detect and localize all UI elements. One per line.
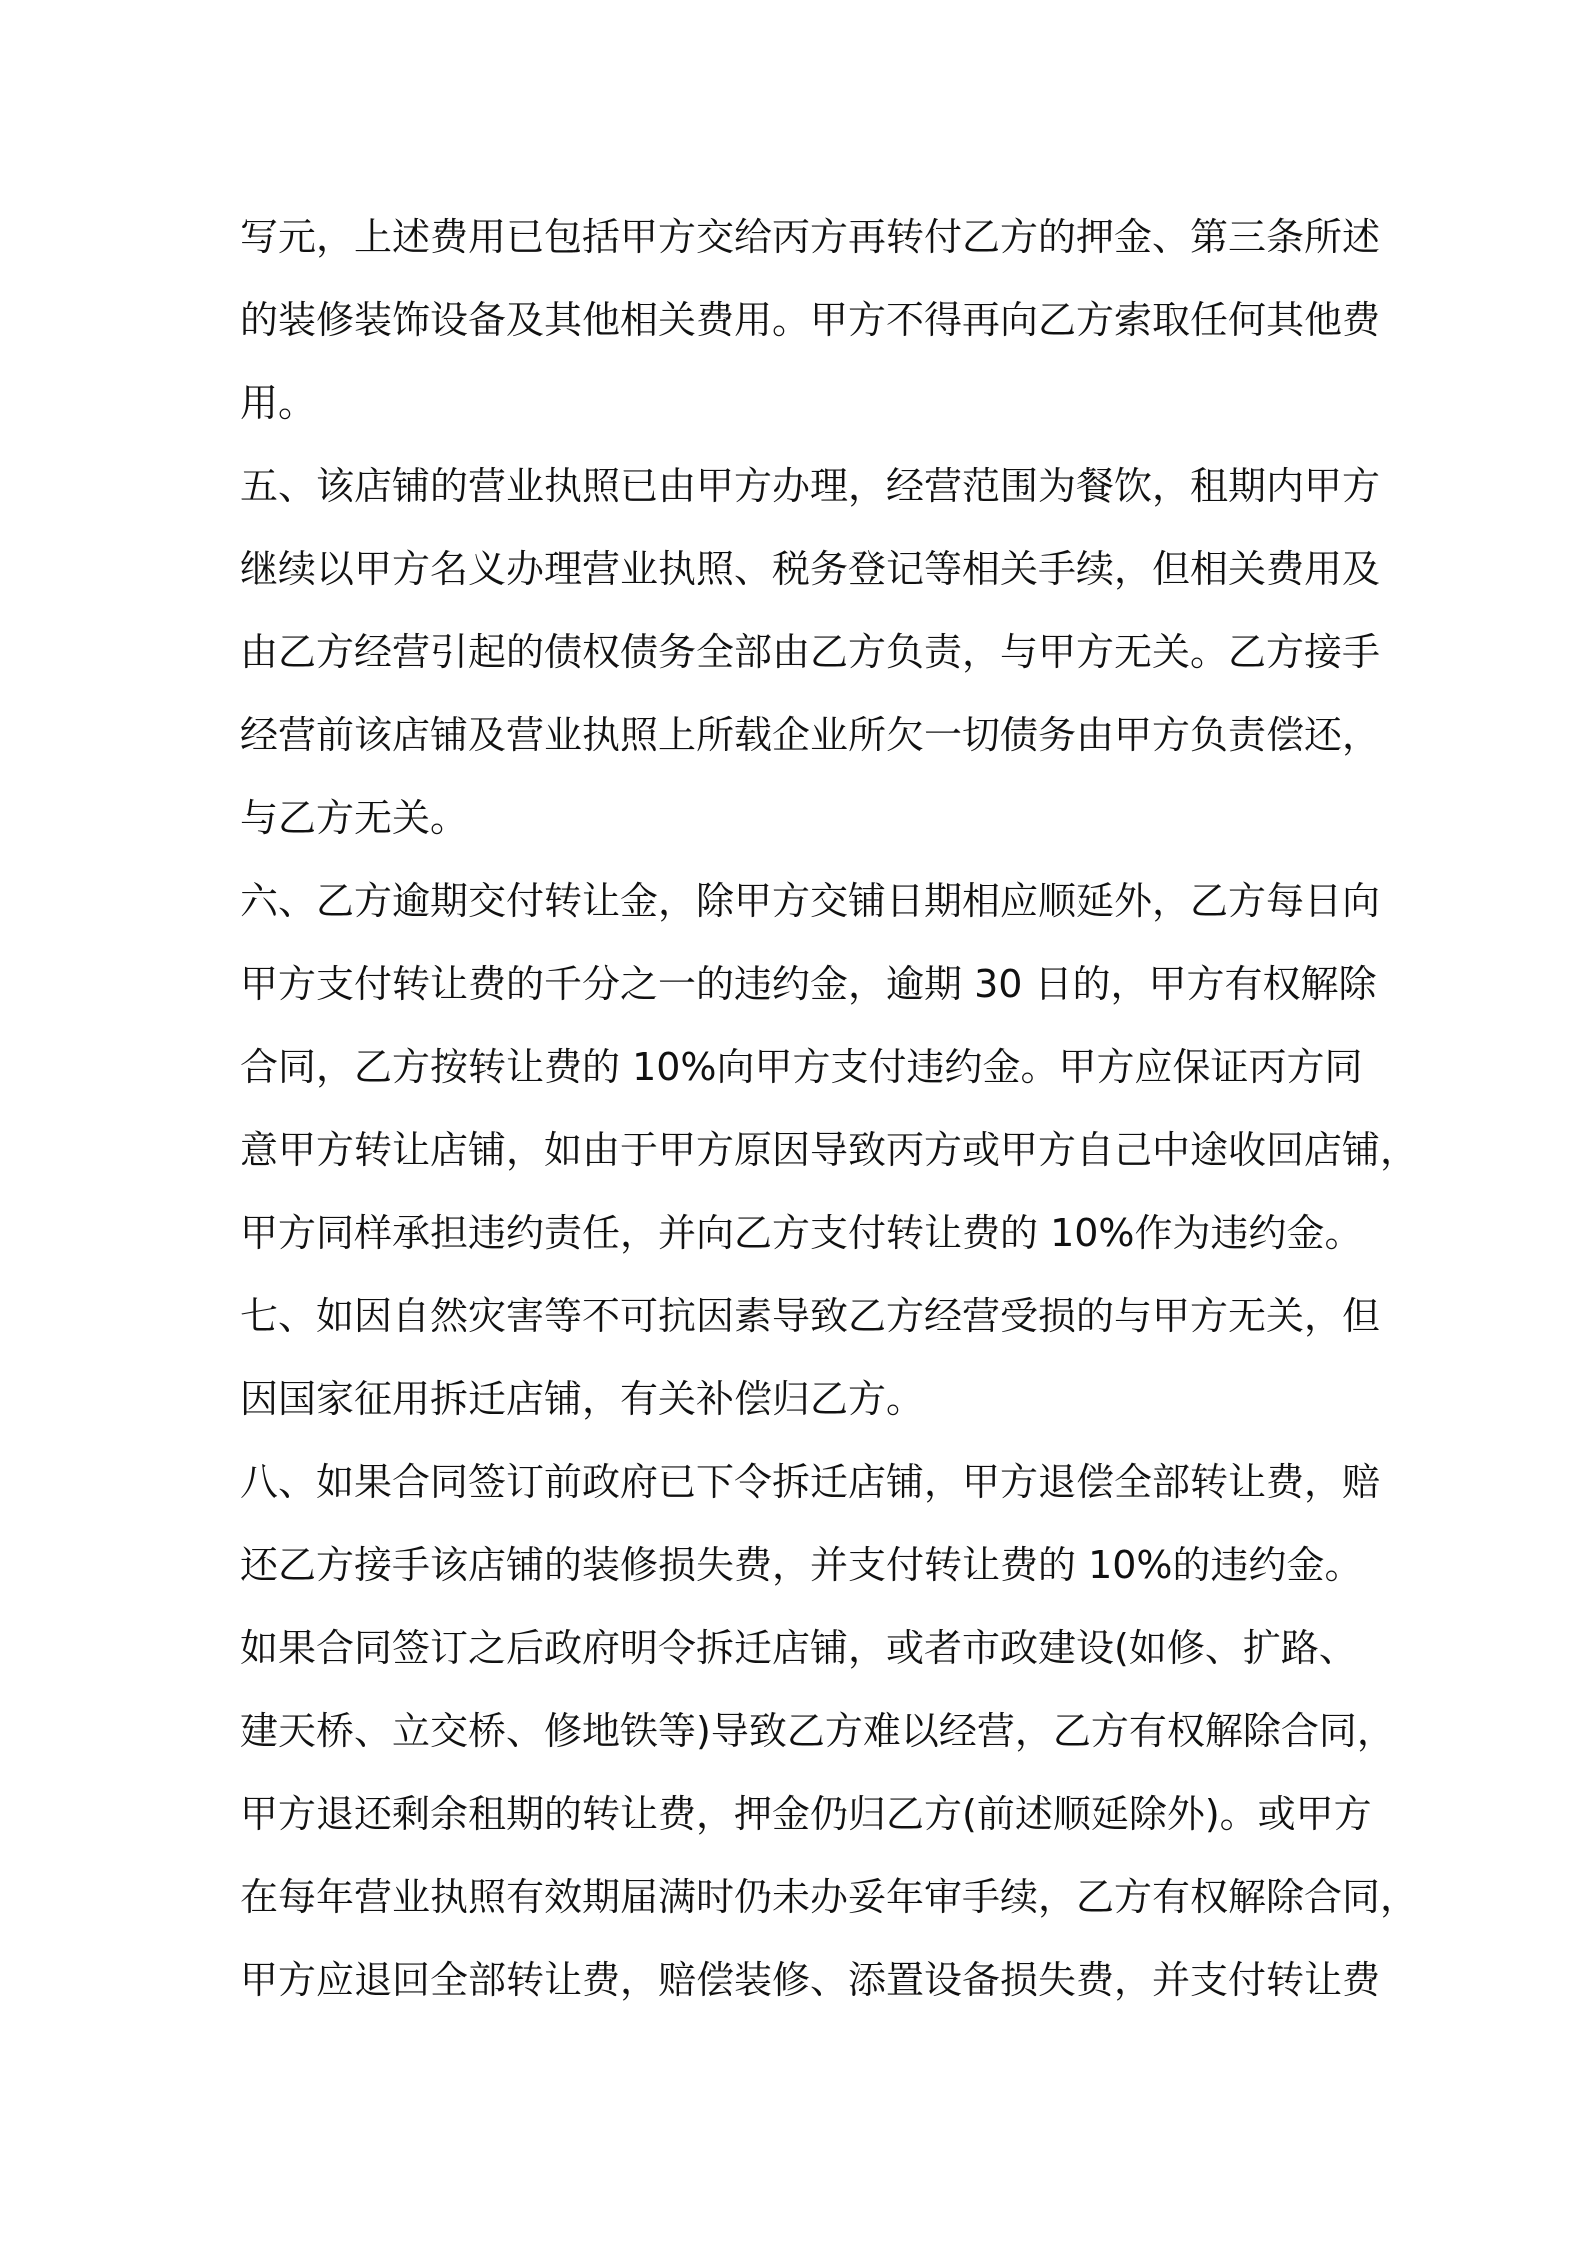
- text-line: 建天桥、立交桥、修地铁等)导致乙方难以经营，乙方有权解除合同，: [240, 1709, 1395, 1753]
- text-line: 因国家征用拆迁店铺，有关补偿归乙方。: [240, 1377, 925, 1421]
- text-line: 用。: [240, 381, 317, 425]
- text-line: 如果合同签订之后政府明令拆迁店铺，或者市政建设(如修、扩路、: [240, 1626, 1357, 1670]
- text-line: 还乙方接手该店铺的装修损失费，并支付转让费的 10%的违约金。: [240, 1543, 1363, 1587]
- text-line: 经营前该店铺及营业执照上所载企业所欠一切债务由甲方负责偿还，: [240, 713, 1381, 757]
- text-line: 合同，乙方按转让费的 10%向甲方支付违约金。甲方应保证丙方同: [240, 1045, 1363, 1089]
- text-line: 甲方支付转让费的千分之一的违约金，逾期 30 日的，甲方有权解除: [240, 962, 1377, 1006]
- text-line: 与乙方无关。: [240, 796, 469, 840]
- text-line: 由乙方经营引起的债权债务全部由乙方负责，与甲方无关。乙方接手: [240, 630, 1381, 674]
- text-line: 的装修装饰设备及其他相关费用。甲方不得再向乙方索取任何其他费: [240, 298, 1381, 342]
- contract-text-body: [240, 196, 1419, 2022]
- text-line: 甲方退还剩余租期的转让费，押金仍归乙方(前述顺延除外)。或甲方: [240, 1792, 1372, 1836]
- text-line: 在每年营业执照有效期届满时仍未办妥年审手续，乙方有权解除合同，: [240, 1875, 1419, 1919]
- text-line: 写元，上述费用已包括甲方交给丙方再转付乙方的押金、第三条所述: [240, 215, 1381, 259]
- clause-6-line: 六、乙方逾期交付转让金，除甲方交铺日期相应顺延外，乙方每日向: [240, 879, 1381, 923]
- clause-7-line: 七、如因自然灾害等不可抗因素导致乙方经营受损的与甲方无关，但: [240, 1294, 1381, 1338]
- text-line: 继续以甲方名义办理营业执照、税务登记等相关手续，但相关费用及: [240, 547, 1381, 591]
- text-line: 甲方应退回全部转让费，赔偿装修、添置设备损失费，并支付转让费: [240, 1958, 1381, 2002]
- text-line: 意甲方转让店铺，如由于甲方原因导致丙方或甲方自己中途收回店铺，: [240, 1128, 1419, 1172]
- clause-8-line: 八、如果合同签订前政府已下令拆迁店铺，甲方退偿全部转让费，赔: [240, 1460, 1381, 1504]
- text-line: 甲方同样承担违约责任，并向乙方支付转让费的 10%作为违约金。: [240, 1211, 1363, 1255]
- clause-5-line: 五、该店铺的营业执照已由甲方办理，经营范围为餐饮，租期内甲方: [240, 464, 1381, 508]
